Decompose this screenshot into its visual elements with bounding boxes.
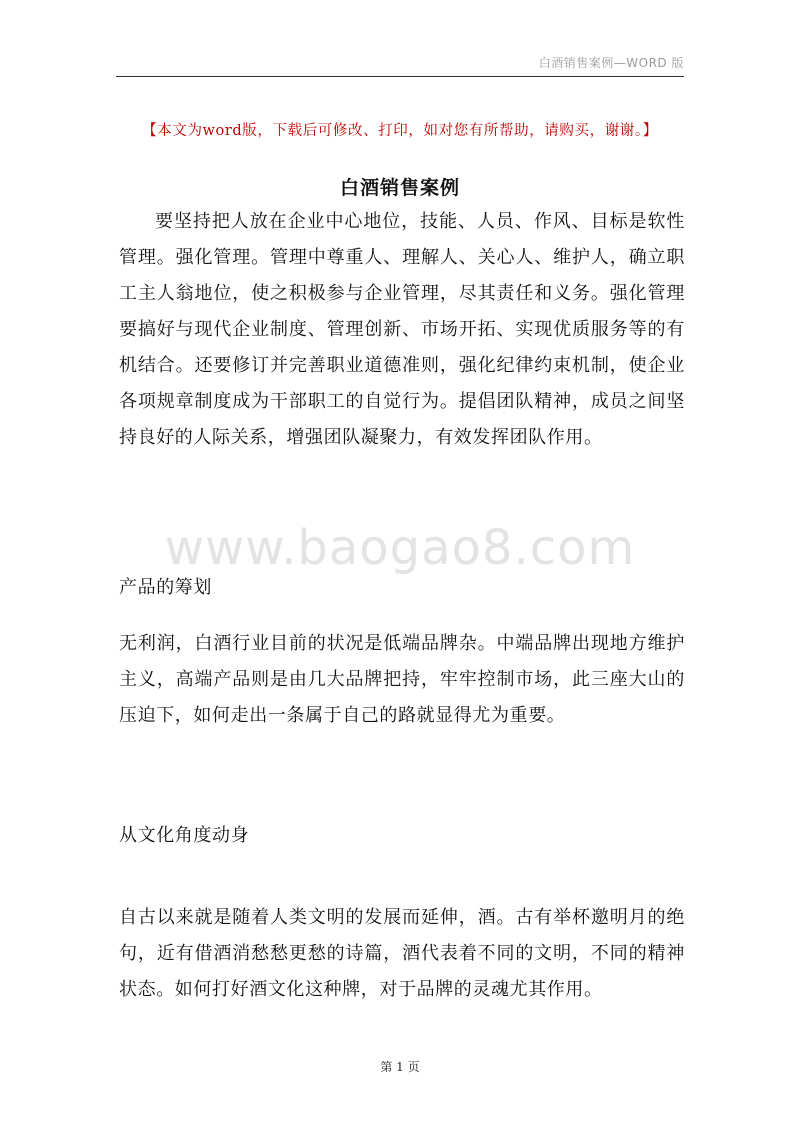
purchase-notice: 【本文为word版，下载后可修改、打印，如对您有所帮助，请购买，谢谢。】 <box>142 123 658 139</box>
section-heading-product: 产品的筹划 <box>119 577 212 598</box>
paragraph-product: 无利润，白酒行业目前的状况是低端品牌杂。中端品牌出现地方维护主义，高端产品则是由几大品牌把持，牢牢控制市场，此三座大山的压迫下，如何走出一条属于自己的路就显得尤为重要。 <box>119 633 685 726</box>
page-number: 第 1 页 <box>380 1060 420 1074</box>
paragraph-culture: 自古以来就是随着人类文明的发展而延伸，酒。古有举杯邀明月的绝句，近有借酒消愁愁更愁的诗篇，酒代表着不同的文明，不同的精神状态。如何打好酒文化这种牌，对于品牌的灵魂尤其作用。 <box>119 907 685 1000</box>
watermark-text: www.baogao8.com <box>164 520 636 576</box>
document-title: 白酒销售案例 <box>339 177 460 199</box>
running-header: 白酒销售案例—WORD 版 <box>538 56 684 70</box>
paragraph-management: 要坚持把人放在企业中心地位，技能、人员、作风、目标是软性管理。强化管理。管理中尊重人、理解人、关心人、维护人，确立职工主人翁地位，使之积极参与企业管理，尽其责任和义务。强化管理要搞好与现代企业制度、管理创新、市场开拓、实现优质服务等的有机结合。还要修订并完善职业道德准则，强化纪律约束机制，使企业各项规章制度成为干部职工的自觉行为。提倡团队精神，成员之间坚持良好的人际关系，增强团队凝聚力，有效发挥团队作用。 <box>119 211 685 448</box>
section-heading-culture: 从文化角度动身 <box>119 825 250 846</box>
header-divider <box>116 76 684 77</box>
